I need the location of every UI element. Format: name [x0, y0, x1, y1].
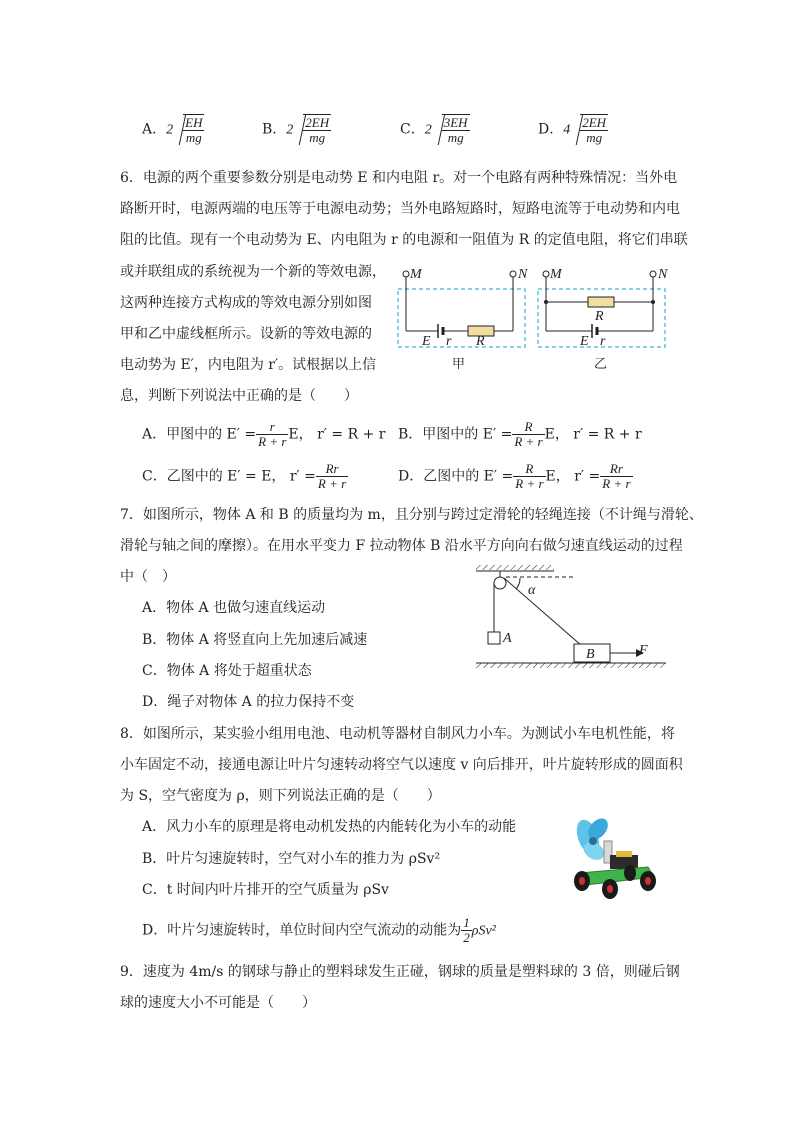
q6-stem-line2: 路断开时，电源两端的电压等于电源电动势；当外电路短路时，短路电流等于电动势和内电	[120, 201, 680, 217]
q6-stem-line7: 电动势为 E′，内电阻为 r′。试根据以上信	[120, 357, 377, 373]
q6-option-a: A．甲图中的 E′ = $\frac{r}{R + r}$ E， r′ = R + r	[142, 419, 386, 449]
q6-label-yi: 乙	[594, 357, 608, 372]
q7-option-a: A．物体 A 也做匀速直线运动	[142, 600, 326, 616]
q8-stem-line2: 小车固定不动，接通电源让叶片匀速转动将空气以速度 v 向后排开，叶片旋转形成的圆面积	[120, 757, 683, 773]
q8-wind-car-image	[566, 815, 662, 901]
q6-stem-line4: 或并联组成的系统视为一个新的等效电源，	[120, 264, 386, 280]
q8-stem-line3: 为 S，空气密度为 ρ，则下列说法正确的是（ ）	[120, 788, 441, 804]
q6-label-m-yi: M	[550, 267, 562, 282]
q6-label-e-yi: E	[580, 334, 589, 349]
q5-option-b: B．2 $\frac{2EH}{mg}$	[262, 115, 330, 145]
q8-option-d: D．叶片匀速旋转时，单位时间内空气流动的动能为 $\frac{1}{2}$ ρSv²	[142, 915, 496, 945]
q9-stem-line1: 9．速度为 4m/s 的钢球与静止的塑料球发生正碰，钢球的质量是塑料球的 3 倍，则碰后钢	[120, 964, 680, 980]
q7-label-b: B	[586, 647, 595, 662]
q6-label-jia: 甲	[452, 357, 466, 372]
q6-label-r-yi: r	[600, 334, 606, 349]
q6-option-d: D．乙图中的 E′ = $\frac{R}{R + r}$ E， r′ = $\frac{Rr}{R + r}$	[398, 461, 631, 491]
q5-option-c: C．2 $\frac{3EH}{mg}$	[400, 115, 468, 145]
q8-option-b: B．叶片匀速旋转时，空气对小车的推力为 ρSv²	[142, 851, 441, 867]
q7-stem-line1: 7．如图所示，物体 A 和 B 的质量均为 m，且分别与跨过定滑轮的轻绳连接（不计绳与滑轮、	[120, 507, 703, 523]
q6-option-c: C．乙图中的 E′ = E， r′ = $\frac{Rr}{R + r}$	[142, 461, 347, 491]
q5-option-d: D．4 $\frac{2EH}{mg}$	[538, 115, 607, 145]
q6-label-e-jia: E	[422, 334, 431, 349]
q7-pulley-figure	[476, 562, 666, 672]
q6-label-r-jia: r	[446, 334, 452, 349]
q6-label-n-yi: N	[658, 267, 668, 282]
q6-circuit-figure	[390, 262, 680, 372]
q7-option-b: B．物体 A 将竖直向上先加速后减速	[142, 632, 368, 648]
q6-stem-line5: 这两种连接方式构成的等效电源分别如图	[120, 295, 372, 311]
q5-option-a: A．2 $\frac{EH}{mg}$	[142, 115, 203, 145]
q6-label-bigr-jia: R	[476, 334, 485, 349]
q6-option-b: B．甲图中的 E′ = $\frac{R}{R + r}$ E， r′ = R + r	[398, 419, 642, 449]
q7-option-c: C．物体 A 将处于超重状态	[142, 663, 312, 679]
q7-option-d: D．绳子对物体 A 的拉力保持不变	[142, 694, 355, 710]
q8-option-a: A．风力小车的原理是将电动机发热的内能转化为小车的动能	[142, 819, 517, 835]
q6-stem-line3: 阻的比值。现有一个电动势为 E、内电阻为 r 的电源和一阻值为 R 的定值电阻，将它们串联	[120, 232, 688, 248]
q6-stem-line6: 甲和乙中虚线框所示。设新的等效电源的	[120, 326, 372, 342]
q7-stem-line2: 滑轮与轴之间的摩擦）。在用水平变力 F 拉动物体 B 沿水平方向向右做匀速直线运动的过程	[120, 538, 683, 554]
q7-stem-line3: 中（ ）	[120, 569, 176, 585]
q7-label-a: A	[503, 631, 512, 646]
q9-stem-line2: 球的速度大小不可能是（ ）	[120, 995, 316, 1011]
q7-label-f: F	[639, 643, 648, 658]
q7-label-alpha: α	[528, 583, 536, 598]
q6-label-m-jia: M	[410, 267, 422, 282]
q8-stem-line1: 8．如图所示，某实验小组用电池、电动机等器材自制风力小车。为测试小车电机性能，将	[120, 726, 675, 742]
q6-stem-line1: 6．电源的两个重要参数分别是电动势 E 和内电阻 r。对一个电路有两种特殊情况：当外电	[120, 170, 678, 186]
q8-option-c: C．t 时间内叶片排开的空气质量为 ρSv	[142, 882, 389, 898]
q6-stem-line8: 息，判断下列说法中正确的是（ ）	[120, 388, 358, 404]
q6-label-bigr-yi: R	[595, 309, 604, 324]
q6-label-n-jia: N	[518, 267, 528, 282]
